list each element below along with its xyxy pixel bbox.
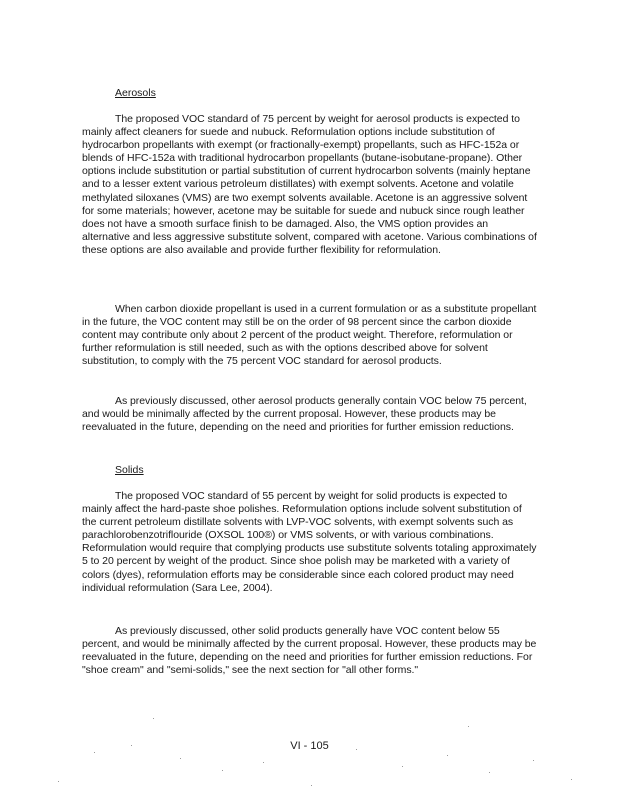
page-number: VI - 105 bbox=[290, 740, 329, 752]
aerosols-paragraph-2: When carbon dioxide propellant is used in a current formulation or as a substitute propellant in the future, the VOC content may still be on the order of 98 percent since the carbon dioxide content may contribute only about 2 percent of the product weight. Therefore, reformulation or further reformulation is still needed, such as with the options described above for solvent substitution, to comply with the 75 percent VOC standard for aerosol products. bbox=[82, 303, 537, 368]
aerosols-heading: Aerosols bbox=[115, 87, 156, 99]
solids-paragraph-2: As previously discussed, other solid products generally have VOC content below 55 percent, and would be minimally affected by the current proposal. However, these products may be reevaluated in the future, depending on the need and priorities for further emission reductions. For "shoe cream" and "semi-solids," see the next section for "all other forms." bbox=[82, 625, 537, 677]
solids-paragraph-1: The proposed VOC standard of 55 percent by weight for solid products is expected to mainly affect the hard-paste shoe polishes. Reformulation options include solvent substitution of the current petroleum distillate solvents with LVP-VOC solvents, with exempt solvents such as parachlorobenzotriflouride (OXSOL 100®) or VMS solvents, or with various combinations. Reformulation would require that complying products use substitute solvents totaling approximately 5 to 20 percent by weight of the product. Since shoe polish may be marketed with a variety of colors (dyes), reformulation efforts may be considerable since each colored product may need individual reformulation (Sara Lee, 2004). bbox=[82, 490, 537, 594]
aerosols-paragraph-1: The proposed VOC standard of 75 percent by weight for aerosol products is expected to mainly affect cleaners for suede and nubuck. Reformulation options include substitution of hydrocarbon propellants with exempt (or fractionally-exempt) propellants, such as HFC-152a or blends of HFC-152a with traditional hydrocarbon propellants (butane-isobutane-propane). Other options include substitution or partial substitution of current hydrocarbon solvents (mainly heptane and to a lesser extent various petroleum distillates) with exempt solvents. Acetone and volatile methylated siloxanes (VMS) are two exempt solvents available. Acetone is an aggressive solvent for some materials; however, acetone may be suitable for suede and nubuck since rough leather does not have a smooth surface finish to be damaged. Also, the VMS option provides an alternative and less aggressive substitute solvent, compared with acetone. Various combinations of these options are also available and provide further flexibility for reformulation. bbox=[82, 113, 537, 256]
aerosols-paragraph-3: As previously discussed, other aerosol products generally contain VOC below 75 percent, and would be minimally affected by the current proposal. However, these products may be reevaluated in the future, depending on the need and priorities for further emission reductions. bbox=[82, 395, 527, 434]
solids-heading: Solids bbox=[115, 464, 144, 476]
